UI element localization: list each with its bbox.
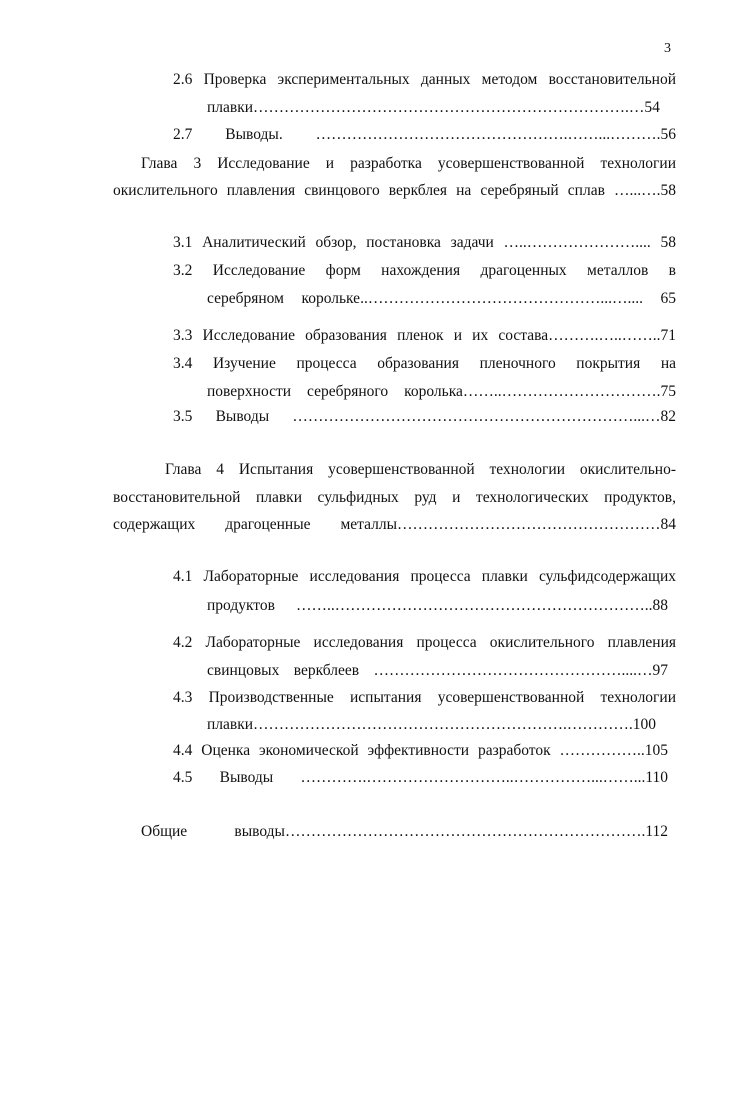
- toc-line-l45: 4.5 Выводы ………….………………………..……………...……...110: [173, 769, 668, 786]
- toc-line-l26a: 2.6 Проверка экспериментальных данных методом восстановительной: [173, 71, 676, 88]
- toc-line-ch4a: Глава 4 Испытания усовершенствованной технологии окислительно-: [165, 461, 676, 478]
- toc-line-l33: 3.3 Исследование образования пленок и их состава……….…..……..71: [173, 327, 676, 344]
- toc-line-l26b: плавки……………………………………………………………….…54: [207, 99, 660, 116]
- toc-line-l43b: плавки…………………………………………………….………….100: [207, 716, 657, 733]
- toc-line-l35: 3.5 Выводы …………………………………………………………...…82: [173, 408, 676, 425]
- toc-line-l34b: поверхности серебряного королька……..………………………….75: [207, 383, 676, 400]
- toc-line-ch3b: окислительного плавления свинцового веркблея на серебряный сплав …...….58: [113, 182, 676, 199]
- toc-line-l43a: 4.3 Производственные испытания усовершенствованной технологии: [173, 689, 676, 706]
- page-number: 3: [664, 41, 671, 56]
- toc-line-l42a: 4.2 Лабораторные исследования процесса окислительного плавления: [173, 634, 676, 651]
- toc-line-l31: 3.1 Аналитический обзор, постановка задачи …..………………….... 58: [173, 234, 676, 251]
- toc-line-l27: 2.7 Выводы. ………………………………………….……...……….56: [173, 126, 676, 143]
- toc-line-l41b: продуктов ……..……………………………………………………..88: [207, 597, 668, 614]
- toc-line-l34a: 3.4 Изучение процесса образования пленочного покрытия на: [173, 355, 676, 372]
- toc-line-l44: 4.4 Оценка экономической эффективности разработок ……………..105: [173, 742, 668, 759]
- toc-line-l41a: 4.1 Лабораторные исследования процесса плавки сульфидсодержащих: [173, 568, 676, 585]
- toc-line-ch4b: восстановительной плавки сульфидных руд и технологических продуктов,: [113, 489, 676, 506]
- toc-line-ch3a: Глава 3 Исследование и разработка усовершенствованной технологии: [141, 155, 676, 172]
- toc-line-l42b: свинцовых веркблеев …………………………………………....…97: [207, 662, 668, 679]
- toc-line-l32b: серебряном корольке..………………………………………...….... 65: [207, 290, 676, 307]
- toc-line-l32a: 3.2 Исследование форм нахождения драгоценных металлов в: [173, 262, 676, 279]
- toc-line-ch4c: содержащих драгоценные металлы……………………………………………84: [113, 516, 676, 533]
- toc-line-gen: Общие выводы…………………………………………………………….112: [141, 823, 668, 840]
